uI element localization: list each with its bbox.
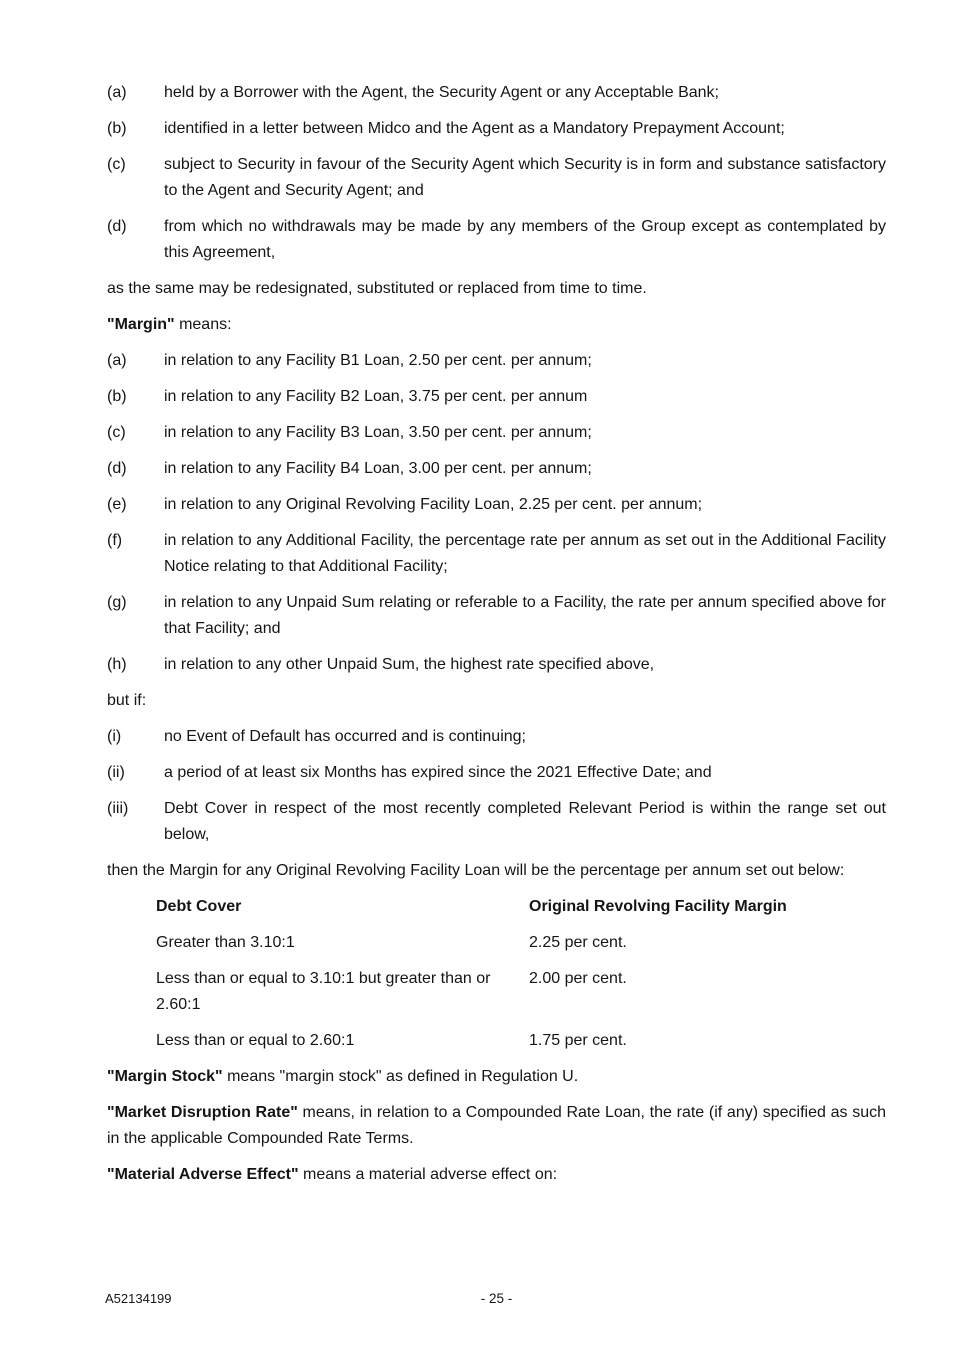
table-header-margin: Original Revolving Facility Margin <box>529 898 787 915</box>
list-item-label: (a) <box>107 84 127 101</box>
list-item-text: in relation to any Facility B2 Loan, 3.75 per cent. per annum <box>164 388 588 405</box>
list-item-label: (iii) <box>107 800 129 817</box>
list-item-label: (d) <box>107 460 127 477</box>
list-item-label: (h) <box>107 656 127 673</box>
list-item-label: (c) <box>107 156 126 173</box>
table-row <box>156 1028 886 1054</box>
list-item-label: (c) <box>107 424 126 441</box>
list-item <box>107 214 886 266</box>
list-item <box>107 348 886 374</box>
table-cell-debt-cover: Less than or equal to 2.60:1 <box>156 1032 355 1049</box>
list-item <box>107 796 886 848</box>
list-item-label: (ii) <box>107 764 125 781</box>
document-body <box>107 80 886 1198</box>
footer-document-id: A52134199 <box>105 1291 172 1306</box>
list-item <box>107 152 886 204</box>
list-item <box>107 724 886 750</box>
table-cell-margin: 1.75 per cent. <box>529 1032 627 1049</box>
definition-paragraph-market-disruption-rate <box>107 1100 886 1152</box>
list-item-label: (d) <box>107 218 127 235</box>
footer-page-number: - 25 - <box>480 1291 513 1306</box>
table-cell-debt-cover: Less than or equal to 3.10:1 but greater than or 2.60:1 <box>156 970 491 1013</box>
list-item <box>107 80 886 106</box>
list-item <box>107 652 886 678</box>
list-item-text: Debt Cover in respect of the most recently completed Relevant Period is within the range set out below, <box>164 800 886 843</box>
table-cell-margin: 2.00 per cent. <box>529 970 627 987</box>
list-item-text: subject to Security in favour of the Security Agent which Security is in form and substance satisfactory to the Agent and Security Agent; and <box>164 156 886 199</box>
list-item-text: in relation to any other Unpaid Sum, the highest rate specified above, <box>164 656 655 673</box>
definition-text: means: <box>174 316 232 333</box>
definition-paragraph-material-adverse-effect <box>107 1162 886 1188</box>
list-item-text: held by a Borrower with the Agent, the Security Agent or any Acceptable Bank; <box>164 84 719 101</box>
table-cell-debt-cover: Greater than 3.10:1 <box>156 934 295 951</box>
list-item-text: no Event of Default has occurred and is continuing; <box>164 728 526 745</box>
list-item-text: in relation to any Facility B1 Loan, 2.50 per cent. per annum; <box>164 352 592 369</box>
list-item <box>107 456 886 482</box>
list-item <box>107 420 886 446</box>
list-item-label: (i) <box>107 728 122 745</box>
list-item <box>107 492 886 518</box>
margin-table <box>156 894 886 1054</box>
list-item-text: in relation to any Additional Facility, the percentage rate per annum as set out in the Additional Facility Notice relating to that Additional Facility; <box>164 532 886 575</box>
list-item-text: in relation to any Facility B3 Loan, 3.50 per cent. per annum; <box>164 424 592 441</box>
then-paragraph: then the Margin for any Original Revolving Facility Loan will be the percentage per annum set out below: <box>107 862 845 879</box>
list-item-label: (b) <box>107 120 127 137</box>
list-item-text: in relation to any Original Revolving Facility Loan, 2.25 per cent. per annum; <box>164 496 703 513</box>
list-item-label: (f) <box>107 532 123 549</box>
list-item-text: in relation to any Unpaid Sum relating or referable to a Facility, the rate per annum specified above for that Facility; and <box>164 594 886 637</box>
closing-paragraph: as the same may be redesignated, substituted or replaced from time to time. <box>107 280 647 297</box>
list-item-label: (e) <box>107 496 127 513</box>
list-item-label: (b) <box>107 388 127 405</box>
list-item-label: (a) <box>107 352 127 369</box>
table-row <box>156 930 886 956</box>
list-item-text: identified in a letter between Midco and the Agent as a Mandatory Prepayment Account; <box>164 120 785 137</box>
defined-term: "Material Adverse Effect" <box>107 1166 299 1183</box>
list-item <box>107 116 886 142</box>
list-item <box>107 760 886 786</box>
definition-paragraph-margin <box>107 312 886 338</box>
list-item <box>107 528 886 580</box>
table-header-row <box>156 894 886 920</box>
list-item-text: from which no withdrawals may be made by any members of the Group except as contemplated by this Agreement, <box>164 218 886 261</box>
definition-text: means, in relation to a Compounded Rate Loan, the rate (if any) specified as such in the applicable Compounded Rate Terms. <box>107 1104 886 1147</box>
list-item-text: in relation to any Facility B4 Loan, 3.00 per cent. per annum; <box>164 460 592 477</box>
table-header-debt-cover: Debt Cover <box>156 898 242 915</box>
list-item <box>107 590 886 642</box>
definition-text: means a material adverse effect on: <box>298 1166 558 1183</box>
defined-term: "Margin Stock" <box>107 1068 223 1085</box>
list-item-text: a period of at least six Months has expired since the 2021 Effective Date; and <box>164 764 712 781</box>
but-if-line: but if: <box>107 692 147 709</box>
defined-term: "Market Disruption Rate" <box>107 1104 298 1121</box>
definition-text: means "margin stock" as defined in Regulation U. <box>222 1068 579 1085</box>
table-row <box>156 966 886 1018</box>
table-cell-margin: 2.25 per cent. <box>529 934 627 951</box>
list-item <box>107 384 886 410</box>
definition-paragraph-margin-stock <box>107 1064 886 1090</box>
defined-term: "Margin" <box>107 316 175 333</box>
list-item-label: (g) <box>107 594 127 611</box>
